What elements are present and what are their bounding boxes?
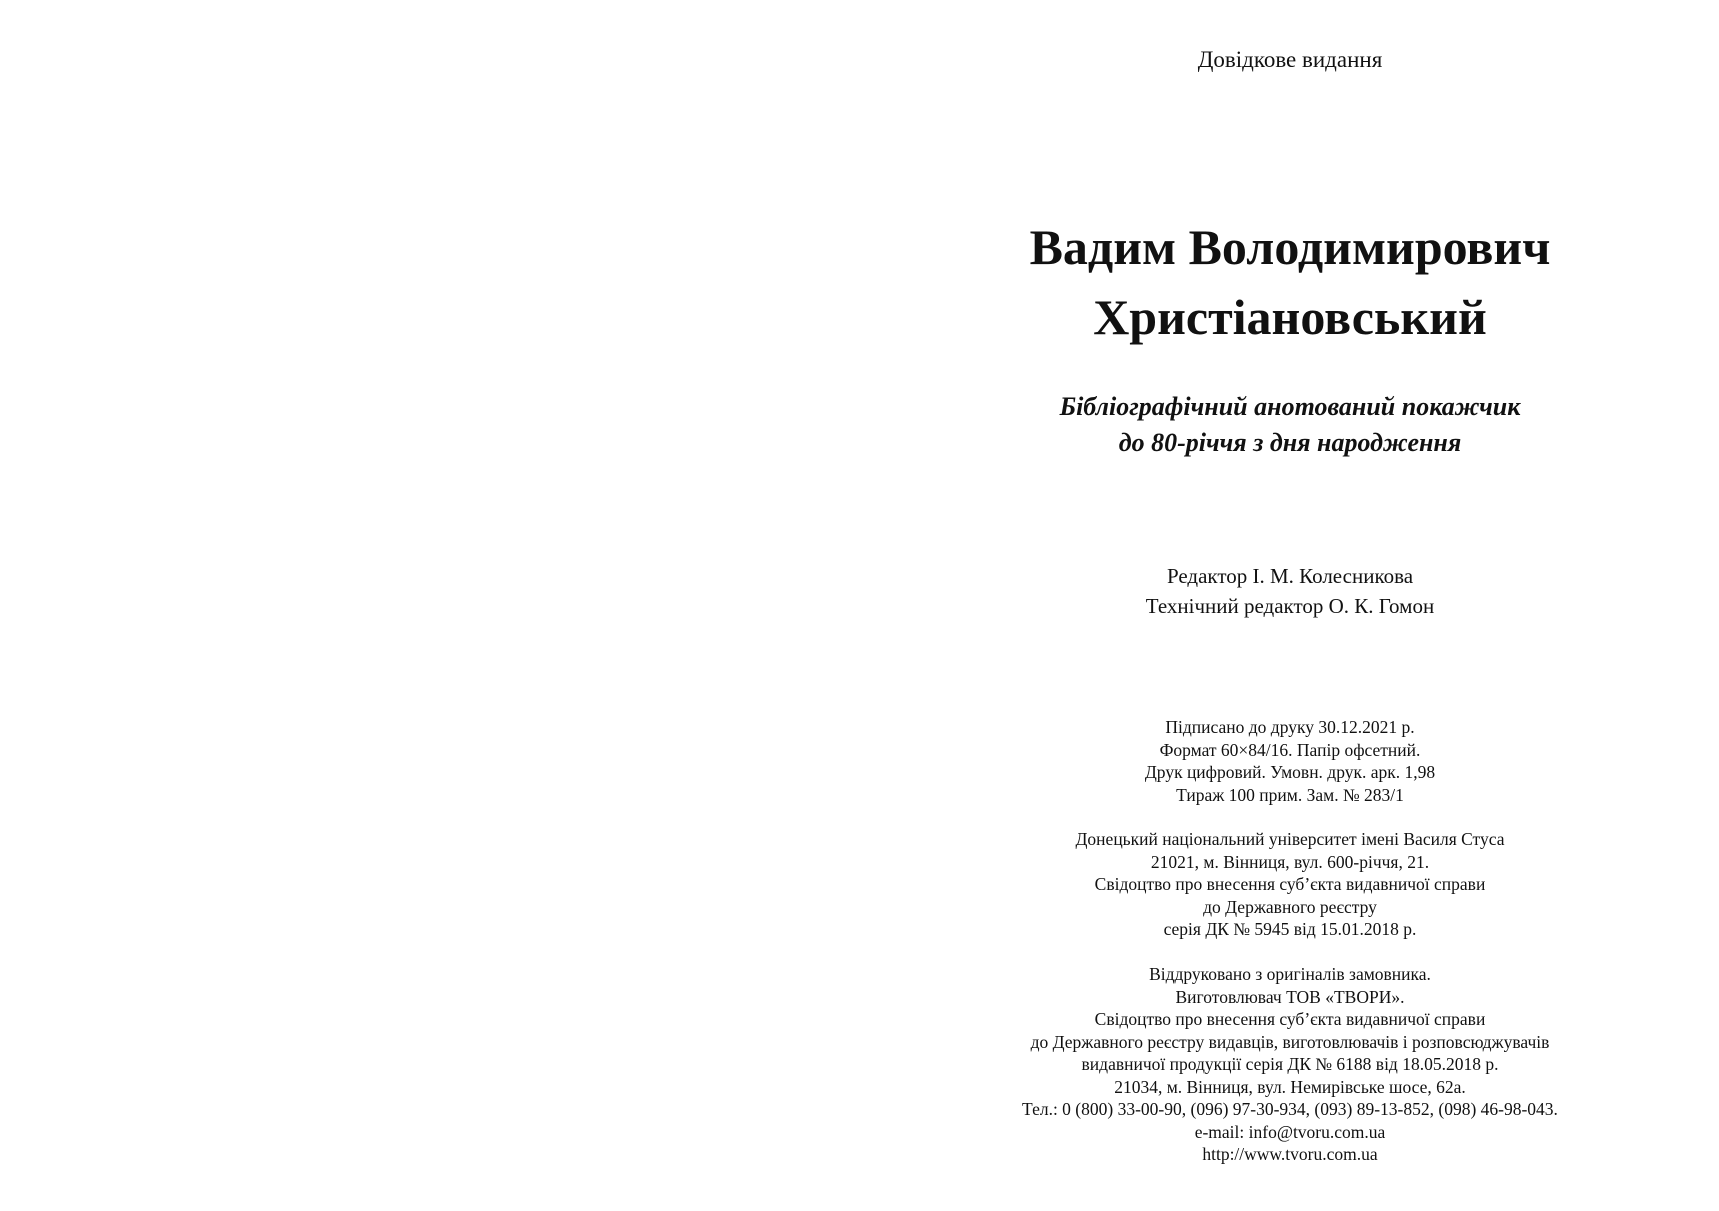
publisher-info-line: Донецький національний університет імені Василя Стуса [1075, 829, 1505, 849]
printer-website: http://www.tvoru.com.ua [1202, 1144, 1378, 1164]
print-info-line: Формат 60×84/16. Папір офсетний. [1159, 739, 1421, 760]
printer-phones: Тел.: 0 (800) 33-00-90, (096) 97-30-934, (093) 89-13-852, (098) 46-98-043. [1022, 1099, 1558, 1119]
printer-info-line: Віддруковано з оригіналів замовника. [1149, 964, 1431, 984]
author-name [920, 212, 1660, 352]
publisher-info-line: серія ДК № 5945 від 15.01.2018 р. [1163, 919, 1417, 939]
book-subtitle [920, 389, 1660, 461]
editor: Редактор І. М. Колесникова [1166, 564, 1414, 588]
printer-info-block [920, 963, 1660, 1166]
printer-email: e-mail: info@tvoru.com.ua [1194, 1121, 1386, 1142]
printer-info-line: до Державного реєстру видавців, виготовлювачів і розповсюджувачів [1030, 1031, 1550, 1052]
print-info-block [920, 716, 1660, 806]
publisher-info-block [920, 828, 1660, 941]
print-info-line: Друк цифровий. Умовн. друк. арк. 1,98 [1144, 762, 1436, 782]
publisher-info-line: 21021, м. Вінниця, вул. 600-річчя, 21. [1150, 851, 1430, 872]
printer-info-line: Свідоцтво про внесення суб’єкта видавничої справи [1094, 1009, 1486, 1029]
print-info-line: Тираж 100 прим. Зам. № 283/1 [1176, 784, 1404, 805]
printer-info-line: видавничої продукції серія ДК № 6188 від 18.05.2018 р. [1081, 1054, 1499, 1074]
subtitle-line-2: до 80-річчя з дня народження [1118, 428, 1462, 457]
printer-info-line: Виготовлювач ТОВ «ТВОРИ». [1175, 986, 1405, 1007]
publisher-info-line: до Державного реєстру [1203, 896, 1377, 917]
author-name-line-1: Вадим Володимирович [1029, 219, 1551, 275]
editors-block [920, 561, 1660, 621]
subtitle-line-1: Бібліографічний анотований покажчик [1059, 392, 1521, 421]
imprint-page [920, 0, 1660, 1211]
print-info-line: Підписано до друку 30.12.2021 р. [1165, 717, 1415, 737]
edition-type: Довідкове видання [1197, 47, 1383, 72]
technical-editor: Технічний редактор О. К. Гомон [1145, 594, 1435, 618]
publisher-info-line: Свідоцтво про внесення суб’єкта видавничої справи [1094, 874, 1486, 894]
author-name-line-2: Христіановський [1093, 289, 1487, 345]
printer-address: 21034, м. Вінниця, вул. Немирівське шосе, 62а. [1114, 1076, 1466, 1097]
